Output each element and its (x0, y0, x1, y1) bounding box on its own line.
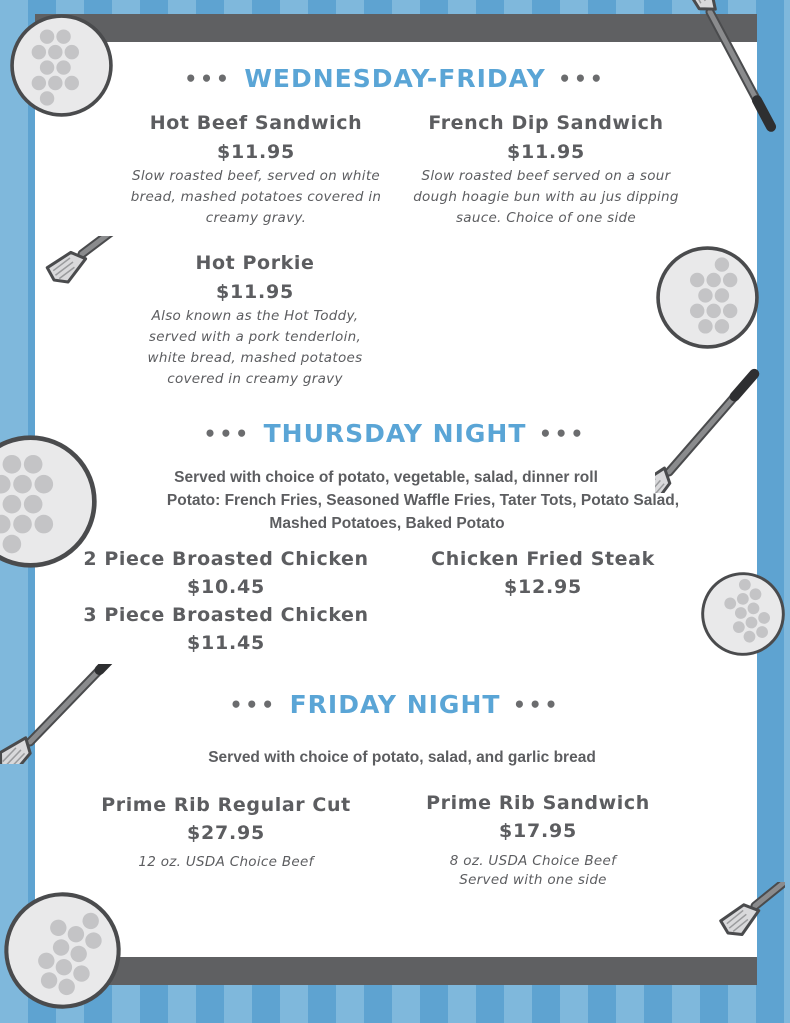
section-note: Mashed Potatoes, Baked Potato (269, 515, 505, 532)
desc-line: Served with one side (459, 872, 607, 888)
menu-item-description (106, 166, 406, 229)
menu-item-name: Hot Porkie (195, 252, 315, 274)
heading-dots: ••• (513, 692, 561, 717)
section-title: FRIDAY NIGHT (289, 690, 501, 719)
desc-line: served with a pork tenderloin, (148, 329, 362, 345)
menu-item-name: 2 Piece Broasted Chicken (83, 548, 369, 570)
menu-item-name: Prime Rib Regular Cut (101, 794, 351, 816)
section-heading-thursday (0, 419, 790, 448)
desc-line: dough hoagie bun with au jus dipping (413, 189, 679, 205)
heading-dots: ••• (184, 66, 232, 91)
desc-line: Slow roasted beef served on a sour (421, 168, 671, 184)
menu-item-price: $11.95 (216, 141, 296, 163)
menu-item-name: 3 Piece Broasted Chicken (83, 604, 369, 626)
section-note: Served with choice of potato, vegetable, salad, dinner roll (174, 469, 598, 486)
section-note: Served with choice of potato, salad, and garlic bread (208, 749, 596, 766)
golf-club-icon (620, 882, 785, 1012)
menu-item-name: Chicken Fried Steak (431, 548, 655, 570)
menu-item-price: $11.95 (215, 281, 295, 303)
desc-line: 8 oz. USDA Choice Beef (449, 853, 617, 869)
top-bar (35, 14, 757, 42)
section-note: Potato: French Fries, Seasoned Waffle Fries, Tater Tots, Potato Salad, (166, 492, 680, 509)
menu-item-price: $27.95 (186, 822, 266, 844)
desc-line: white bread, mashed potatoes (147, 350, 363, 366)
section-title: WEDNESDAY-FRIDAY (244, 64, 546, 93)
menu-item-price: $12.95 (503, 576, 583, 598)
menu-item-description (396, 166, 696, 229)
menu-item-price: $17.95 (498, 820, 578, 842)
desc-line: covered in creamy gravy (167, 371, 343, 387)
golf-ball-icon (701, 572, 785, 656)
section-heading-friday (0, 690, 790, 719)
menu-item-name: Prime Rib Sandwich (426, 792, 650, 814)
menu-item-price: $11.95 (506, 141, 586, 163)
desc-line: bread, mashed potatoes covered in (130, 189, 382, 205)
desc-line: sauce. Choice of one side (455, 210, 637, 226)
golf-club-icon (0, 236, 120, 336)
heading-dots: ••• (558, 66, 606, 91)
heading-dots: ••• (538, 421, 587, 446)
menu-item-name: French Dip Sandwich (428, 112, 664, 134)
menu-item-description (383, 852, 683, 890)
desc-line: 12 oz. USDA Choice Beef (138, 854, 314, 870)
heading-dots: ••• (203, 421, 252, 446)
golf-ball-icon (656, 246, 759, 349)
desc-line: creamy gravy. (205, 210, 307, 226)
menu-item-price: $10.45 (186, 576, 266, 598)
menu-item-price: $11.45 (186, 632, 266, 654)
heading-dots: ••• (229, 692, 277, 717)
desc-line: Also known as the Hot Toddy, (151, 308, 359, 324)
section-heading-wed-fri (0, 64, 790, 93)
menu-item-name: Hot Beef Sandwich (149, 112, 363, 134)
section-title: THURSDAY NIGHT (263, 419, 527, 448)
desc-line: Slow roasted beef, served on white (131, 168, 381, 184)
golf-ball-icon (4, 892, 121, 1009)
menu-item-description (76, 852, 376, 873)
menu-item-description (105, 306, 405, 390)
